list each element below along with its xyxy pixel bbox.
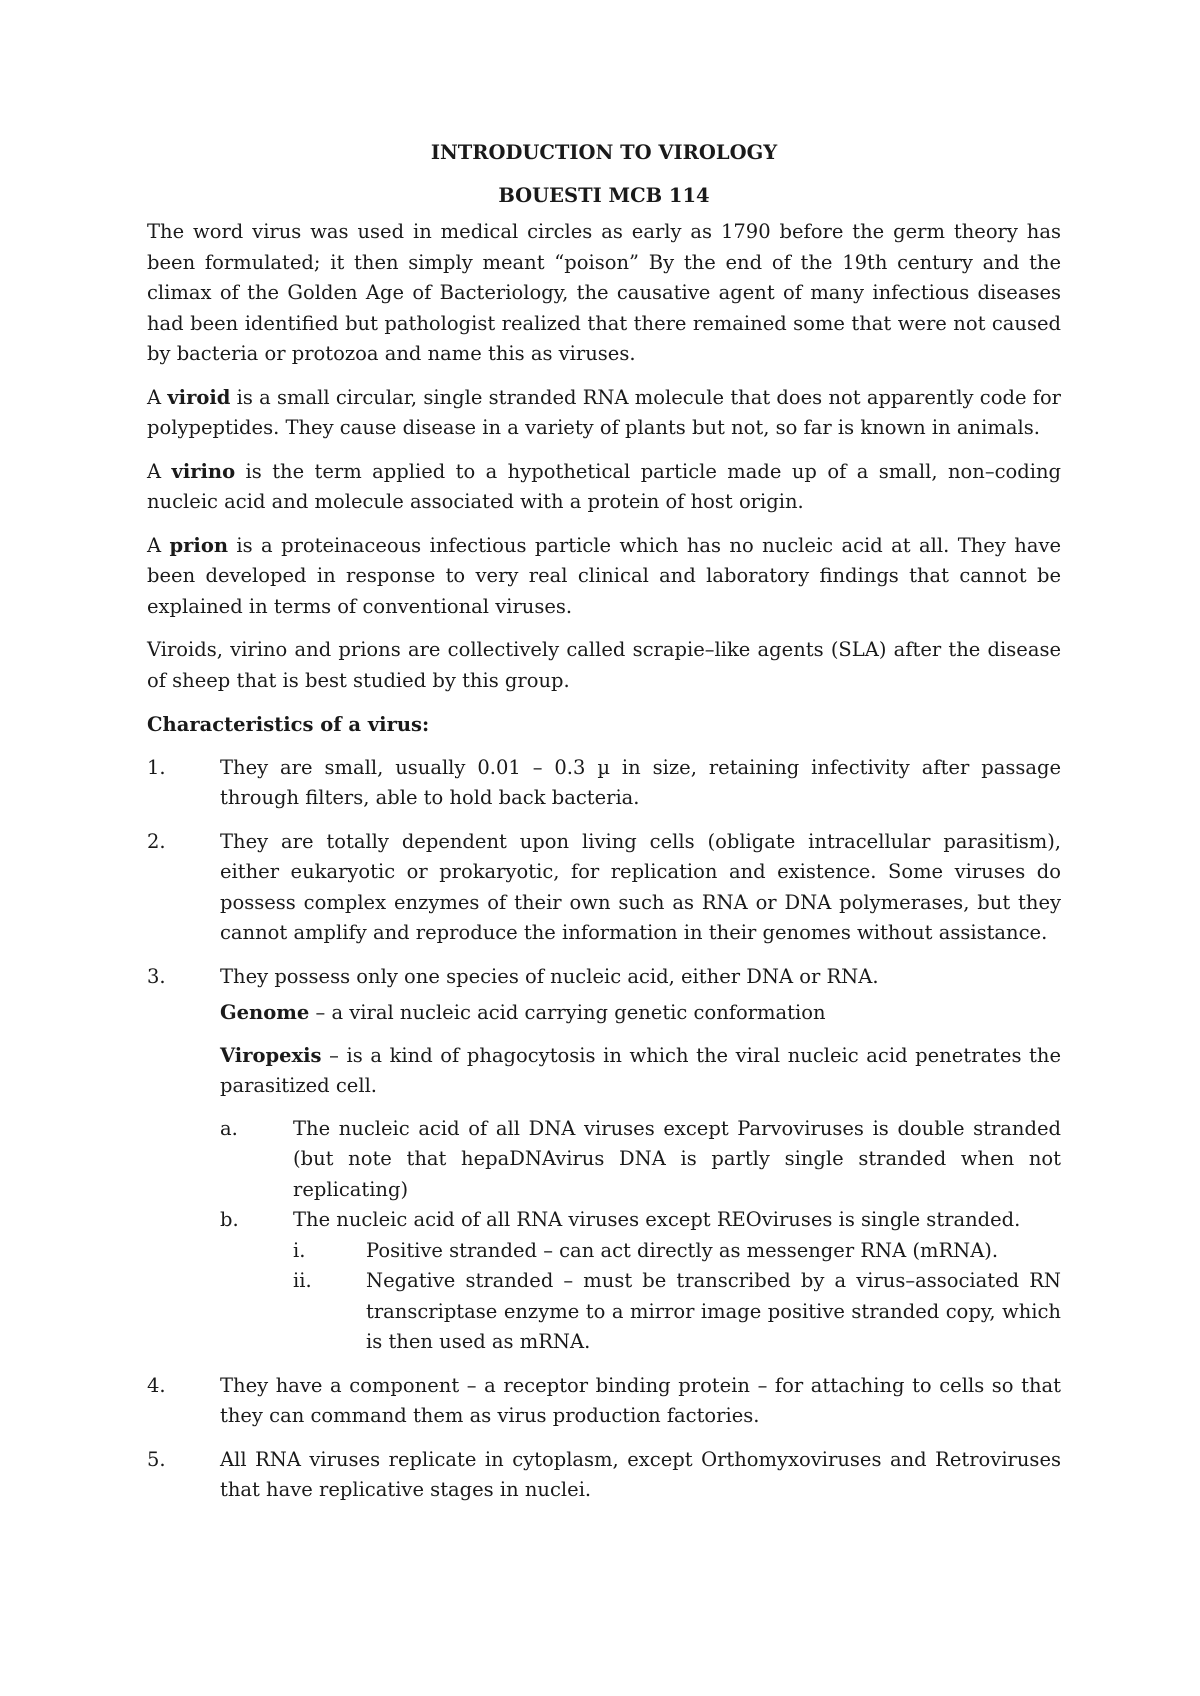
genome-text: – a viral nucleic acid carrying genetic conformation bbox=[309, 1001, 826, 1024]
list-item-number: 4. bbox=[147, 1373, 166, 1397]
sub-sub-item-text: Negative stranded – must be transcribed by a virus–associated RN transcriptase enzyme to a mirror image positive stranded copy, which is then used as mRNA. bbox=[366, 1269, 1061, 1353]
virino-text: is the term applied to a hypothetical particle made up of a small, non–coding nucleic acid and molecule associated with a protein of host origin. bbox=[147, 459, 1061, 513]
genome-definition bbox=[220, 998, 1061, 1029]
sub-item-number: b. bbox=[220, 1208, 239, 1231]
characteristics-heading: Characteristics of a virus: bbox=[147, 713, 430, 736]
sub-item-text: The nucleic acid of all DNA viruses except Parvoviruses is double stranded (but note that hepaDNAvirus DNA is partly single stranded when not replicating) bbox=[293, 1116, 1061, 1201]
sub-sub-item-number: i. bbox=[293, 1238, 306, 1262]
list-item-body bbox=[220, 962, 1061, 1358]
sub-item-number: a. bbox=[220, 1116, 238, 1140]
sub-item-body bbox=[293, 1205, 1061, 1358]
list-item bbox=[147, 1371, 1061, 1432]
virino-prefix: A bbox=[147, 459, 172, 483]
list-item-number: 3. bbox=[147, 964, 166, 988]
sub-sub-item-text: Positive stranded – can act directly as messenger RNA (mRNA). bbox=[366, 1238, 999, 1262]
list-item bbox=[147, 1445, 1061, 1506]
sla-paragraph: Viroids, virino and prions are collectively called scrapie–like agents (SLA) after the disease of sheep that is best studied by this group. bbox=[147, 638, 1061, 692]
list-item-number: 1. bbox=[147, 755, 166, 779]
sub-item-text: The nucleic acid of all RNA viruses except REOviruses is single stranded. bbox=[293, 1208, 1021, 1231]
genome-term: Genome bbox=[220, 1001, 310, 1024]
list-item-text: They possess only one species of nucleic acid, either DNA or RNA. bbox=[220, 964, 879, 988]
prion-prefix: A bbox=[147, 533, 170, 557]
sub-sub-item-i bbox=[293, 1236, 1061, 1267]
viropexis-definition bbox=[220, 1041, 1061, 1102]
viroid-text: is a small circular, single stranded RNA molecule that does not apparently code for polypeptides. They cause disease in a variety of plants but not, so far is known in animals. bbox=[147, 385, 1062, 439]
viropexis-text: – is a kind of phagocytosis in which the viral nucleic acid penetrates the parasitized cell. bbox=[220, 1043, 1061, 1097]
list-item-number: 5. bbox=[147, 1447, 166, 1471]
list-item-number: 2. bbox=[147, 829, 166, 853]
list-item-text: All RNA viruses replicate in cytoplasm, except Orthomyxoviruses and Retroviruses that have replicative stages in nuclei. bbox=[220, 1447, 1061, 1501]
list-item-text: They are totally dependent upon living cells (obligate intracellular parasitism), either eukaryotic or prokaryotic, for replication and existence. Some viruses do possess complex enzymes of their own such as RNA or DNA polymerases, but they cannot amplify and reproduce the information in their genomes without assistance. bbox=[220, 829, 1061, 944]
sub-sub-item-number: ii. bbox=[293, 1269, 312, 1292]
prion-text: is a proteinaceous infectious particle which has no nucleic acid at all. They have been developed in response to very real clinical and laboratory findings that cannot be explained in terms of conventional viruses. bbox=[147, 533, 1062, 618]
viropexis-term: Viropexis bbox=[220, 1043, 322, 1067]
prion-paragraph bbox=[147, 531, 1061, 623]
viroid-prefix: A bbox=[147, 385, 168, 409]
document-page bbox=[147, 138, 1061, 1519]
sub-sub-item-ii bbox=[293, 1266, 1061, 1358]
viroid-paragraph bbox=[147, 383, 1061, 444]
sub-item-b bbox=[220, 1205, 1061, 1358]
document-title: INTRODUCTION TO VIROLOGY bbox=[430, 141, 778, 164]
intro-paragraph: The word virus was used in medical circles as early as 1790 before the germ theory has been formulated; it then simply meant “poison” By the end of the 19th century and the climax of the Golden Age of Bacteriology, the causative agent of many infectious diseases had been identified but pathologist realized that there remained some that were not caused by bacteria or protozoa and name this as viruses. bbox=[147, 220, 1061, 365]
viroid-term: viroid bbox=[167, 385, 231, 409]
virino-paragraph bbox=[147, 457, 1061, 518]
list-item bbox=[147, 827, 1061, 949]
list-item bbox=[147, 753, 1061, 814]
virino-term: virino bbox=[171, 459, 236, 483]
sub-item-a bbox=[220, 1114, 1061, 1206]
list-item-text: They have a component – a receptor binding protein – for attaching to cells so that they can command them as virus production factories. bbox=[220, 1373, 1061, 1427]
prion-term: prion bbox=[169, 533, 228, 557]
list-item-text: They are small, usually 0.01 – 0.3 µ in size, retaining infectivity after passage through filters, able to hold back bacteria. bbox=[220, 755, 1061, 809]
list-item bbox=[147, 962, 1061, 1358]
document-subtitle: BOUESTI MCB 114 bbox=[498, 183, 710, 207]
